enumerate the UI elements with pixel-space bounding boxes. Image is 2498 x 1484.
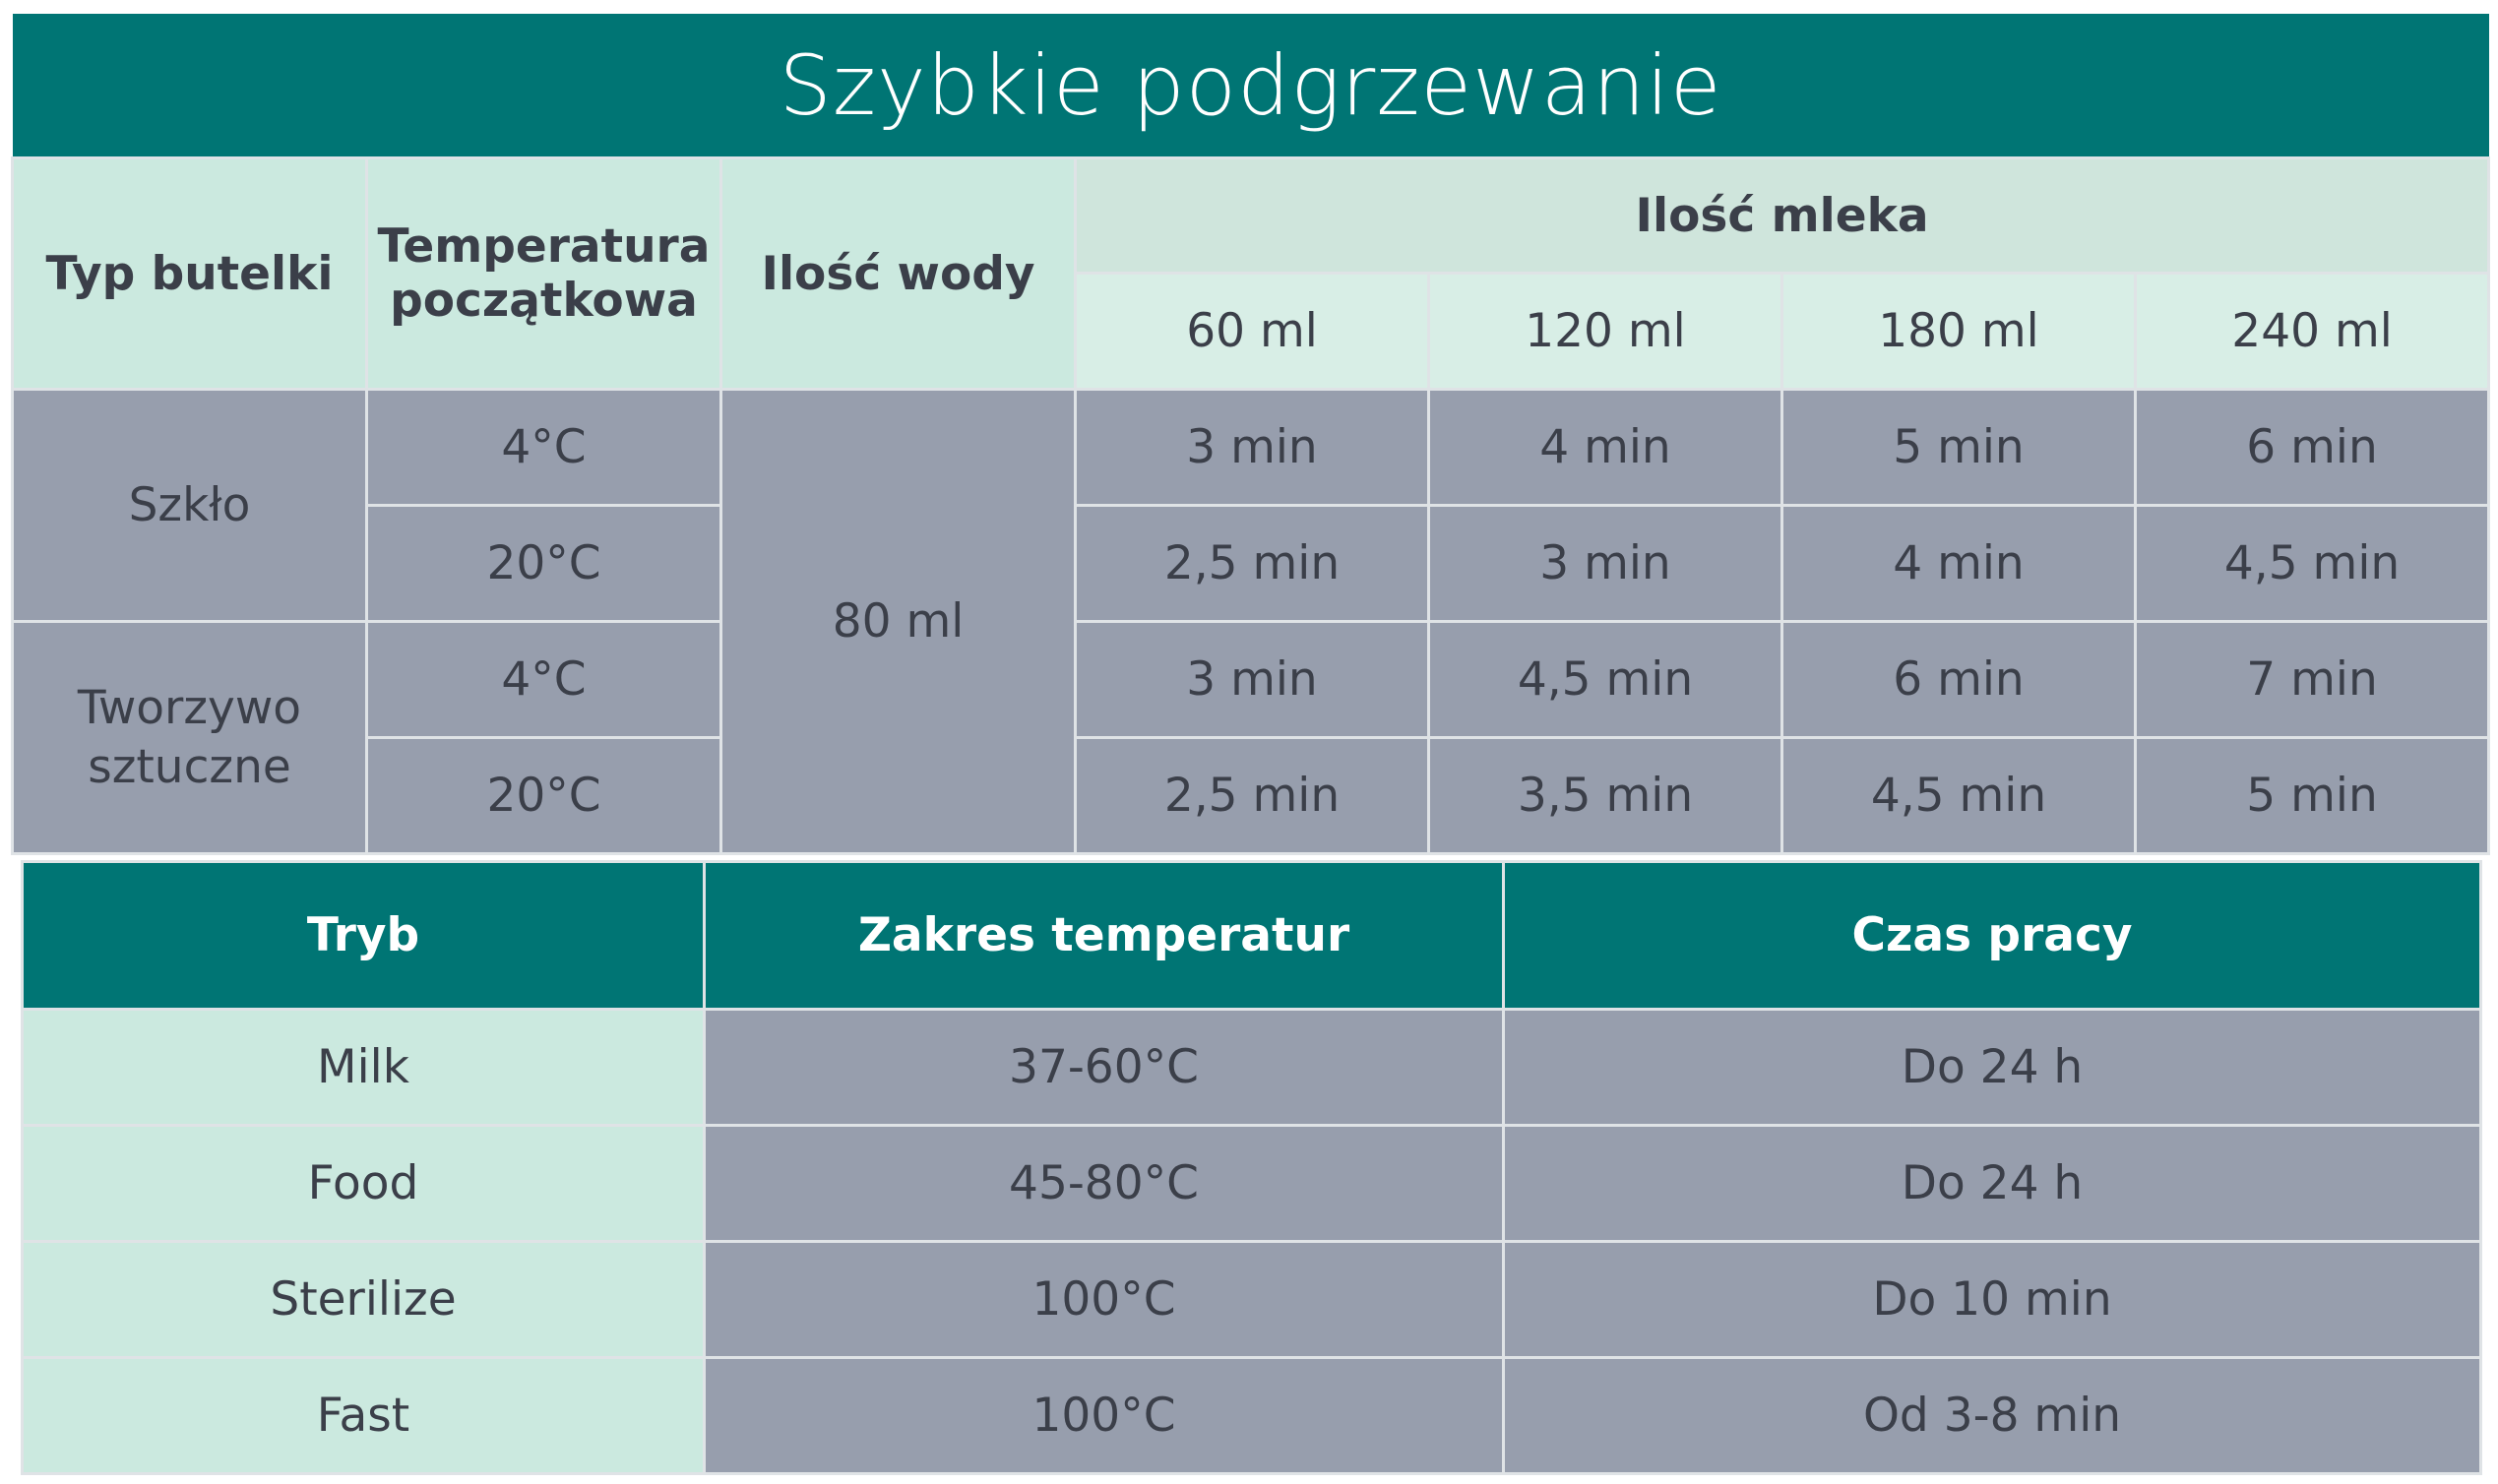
header-temp-range: Zakres temperatur (705, 862, 1504, 1010)
header-initial-temp (367, 158, 721, 390)
header-milk-180: 180 ml (1782, 274, 2136, 390)
work-time-cell: Do 24 h (1504, 1126, 2481, 1242)
table-row (23, 1242, 2481, 1358)
time-cell: 7 min (2136, 622, 2489, 738)
temp-range-cell: 37-60°C (705, 1010, 1504, 1126)
table-row (13, 622, 2489, 738)
time-cell: 4,5 min (1782, 738, 2136, 854)
mode-cell: Food (23, 1126, 705, 1242)
time-cell: 5 min (1782, 390, 2136, 506)
water-amount-cell: 80 ml (721, 390, 1076, 854)
header-bottle-type: Typ butelki (13, 158, 367, 390)
modes-table (21, 860, 2482, 1475)
header-mode: Tryb (23, 862, 705, 1010)
temp-range-cell: 100°C (705, 1358, 1504, 1474)
bottle-type-label-line2: sztuczne (88, 739, 291, 794)
work-time-cell: Do 24 h (1504, 1010, 2481, 1126)
header-milk-240: 240 ml (2136, 274, 2489, 390)
initial-temp-cell: 4°C (367, 622, 721, 738)
initial-temp-cell: 20°C (367, 506, 721, 622)
time-cell: 3,5 min (1429, 738, 1782, 854)
header-work-time: Czas pracy (1504, 862, 2481, 1010)
temp-range-cell: 100°C (705, 1242, 1504, 1358)
temp-range-cell: 45-80°C (705, 1126, 1504, 1242)
table-row (13, 738, 2489, 854)
initial-temp-cell: 20°C (367, 738, 721, 854)
header-initial-temp-line2: początkowa (390, 274, 698, 328)
time-cell: 3 min (1076, 622, 1429, 738)
table-row (23, 1358, 2481, 1474)
time-cell: 4 min (1429, 390, 1782, 506)
header-initial-temp-line1: Temperatura (377, 219, 711, 274)
header-milk-120: 120 ml (1429, 274, 1782, 390)
bottle-type-glass (13, 390, 367, 622)
time-cell: 4 min (1782, 506, 2136, 622)
table-row (13, 390, 2489, 506)
header-milk-amount: Ilość mleka (1076, 158, 2489, 274)
time-cell: 3 min (1076, 390, 1429, 506)
work-time-cell: Do 10 min (1504, 1242, 2481, 1358)
time-cell: 2,5 min (1076, 738, 1429, 854)
bottle-type-plastic (13, 622, 367, 854)
time-cell: 4,5 min (1429, 622, 1782, 738)
table-row (23, 1126, 2481, 1242)
page-title: Szybkie podgrzewanie (13, 14, 2489, 158)
time-cell: 4,5 min (2136, 506, 2489, 622)
time-cell: 2,5 min (1076, 506, 1429, 622)
mode-cell: Fast (23, 1358, 705, 1474)
work-time-cell: Od 3-8 min (1504, 1358, 2481, 1474)
bottle-type-label-line1: Tworzywo (77, 680, 302, 735)
bottle-type-label: Szkło (128, 477, 251, 532)
table-row (23, 1010, 2481, 1126)
time-cell: 6 min (2136, 390, 2489, 506)
time-cell: 3 min (1429, 506, 1782, 622)
time-cell: 6 min (1782, 622, 2136, 738)
initial-temp-cell: 4°C (367, 390, 721, 506)
time-cell: 5 min (2136, 738, 2489, 854)
warming-time-table (11, 14, 2490, 855)
header-water-amount: Ilość wody (721, 158, 1076, 390)
table-row (13, 506, 2489, 622)
mode-cell: Milk (23, 1010, 705, 1126)
header-milk-60: 60 ml (1076, 274, 1429, 390)
mode-cell: Sterilize (23, 1242, 705, 1358)
